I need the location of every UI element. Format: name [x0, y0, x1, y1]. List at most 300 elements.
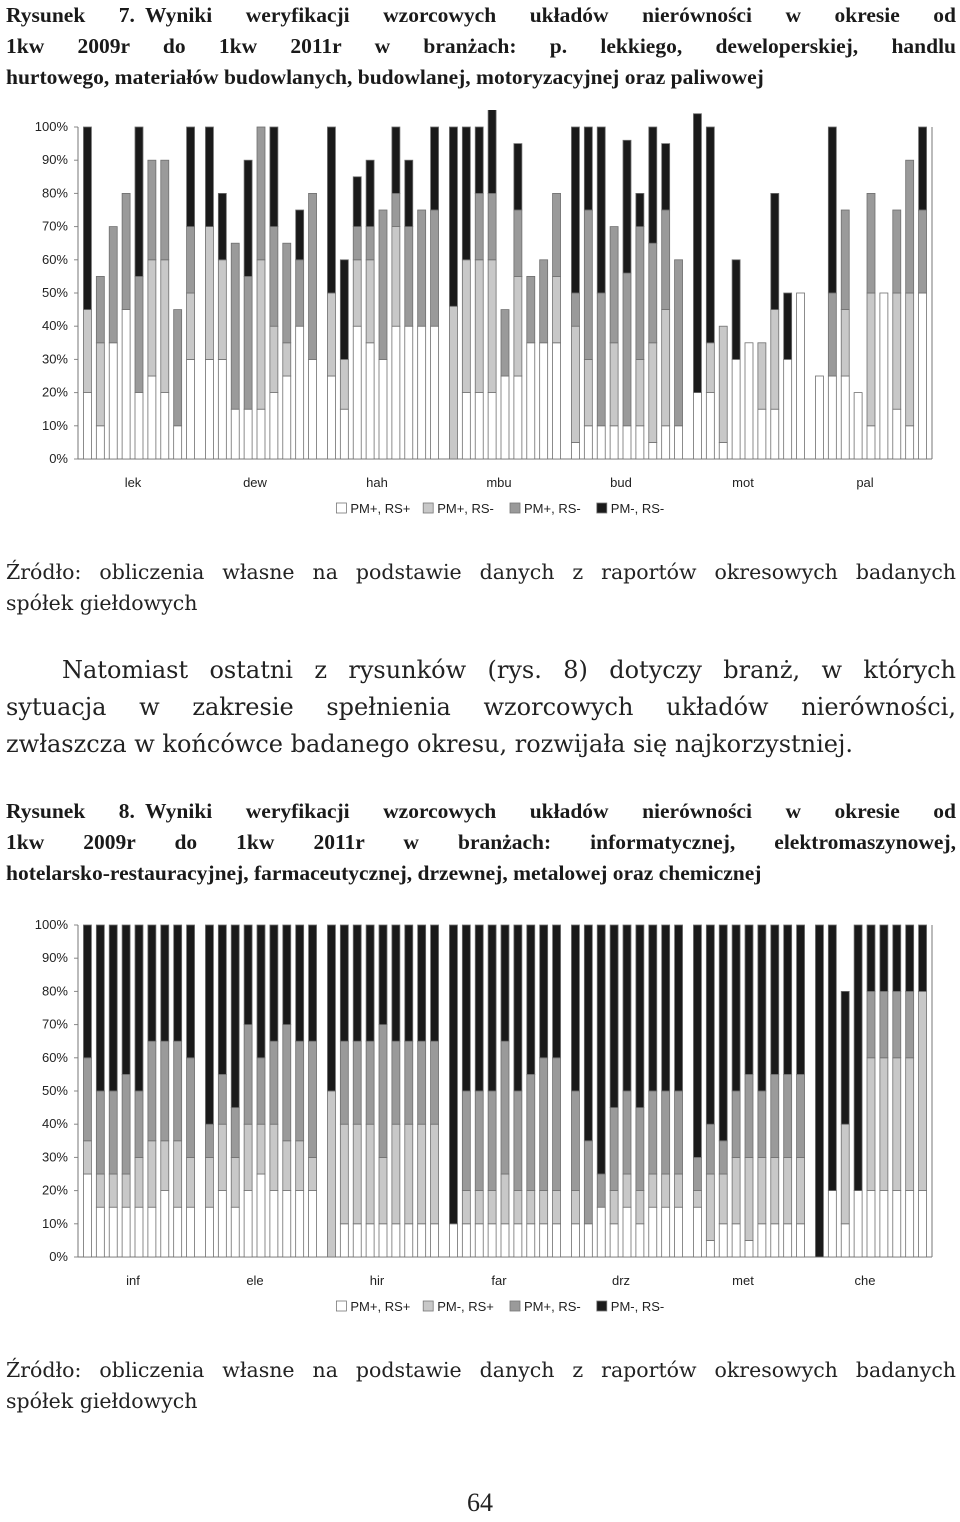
bar-segment-1-5-s2	[270, 227, 278, 327]
bar-segment-6-8-s2	[919, 210, 927, 293]
bar-segment-0-1-s2	[96, 276, 104, 342]
bar-segment-4-3-s1	[610, 1191, 618, 1224]
bar-segment-5-5-s2	[758, 1091, 766, 1157]
bar-segment-5-8-s0	[797, 293, 805, 459]
bar-segment-4-3-s2	[610, 1108, 618, 1191]
bar-segment-1-3-s0	[244, 1191, 252, 1257]
bar-segment-2-5-s1	[392, 227, 400, 327]
bar-segment-4-7-s0	[662, 426, 670, 459]
y-tick-label: 30%	[41, 1149, 68, 1165]
bar-segment-4-3-s0	[610, 426, 618, 459]
bar-segment-2-6-s2	[405, 1041, 413, 1124]
x-category-label: lek	[124, 475, 142, 490]
bar-segment-4-0-s2	[571, 293, 579, 326]
bar-segment-3-1-s2	[462, 1091, 470, 1191]
bar-segment-4-5-s0	[636, 426, 644, 459]
legend-swatch	[336, 1301, 346, 1311]
bar-segment-3-5-s1	[514, 276, 522, 376]
bar-segment-4-8-s0	[675, 1207, 683, 1257]
bar-segment-0-2-s0	[109, 1207, 117, 1257]
bar-segment-4-0-s0	[571, 1224, 579, 1257]
bar-segment-6-7-s1	[906, 293, 914, 426]
bar-segment-0-7-s1	[174, 1141, 182, 1207]
bar-segment-3-2-s2	[475, 193, 483, 259]
bar-segment-2-5-s1	[392, 1124, 400, 1224]
legend-label: PM+, RS+	[350, 501, 411, 516]
bar-segment-6-5-s0	[880, 293, 888, 459]
bar-segment-6-8-s3	[919, 127, 927, 210]
bar-segment-2-7-s2	[418, 1041, 426, 1124]
bar-segment-5-8-s2	[797, 1074, 805, 1157]
bar-segment-1-3-s3	[244, 160, 252, 276]
bar-segment-0-5-s2	[148, 160, 156, 260]
bar-segment-3-3-s1	[488, 1191, 496, 1224]
bar-segment-6-7-s2	[906, 160, 914, 293]
bar-segment-5-4-s1	[745, 1157, 753, 1240]
bar-segment-4-3-s1	[610, 343, 618, 426]
bar-segment-6-6-s1	[893, 293, 901, 409]
bar-segment-3-5-s0	[514, 1224, 522, 1257]
bar-segment-0-8-s2	[187, 1058, 195, 1158]
bar-segment-5-7-s1	[784, 1157, 792, 1223]
bar-segment-0-3-s2	[122, 1074, 130, 1174]
bar-segment-5-1-s0	[706, 1240, 714, 1257]
bar-segment-3-0-s3	[449, 127, 457, 306]
bar-segment-2-7-s1	[418, 1124, 426, 1224]
bar-segment-6-1-s3	[828, 925, 836, 1191]
bar-segment-0-2-s0	[109, 343, 117, 459]
bar-segment-5-3-s3	[732, 260, 740, 360]
page-number: 64	[467, 1488, 493, 1517]
bar-segment-3-2-s1	[475, 260, 483, 393]
bar-segment-2-1-s1	[340, 1124, 348, 1224]
bar-segment-5-3-s0	[732, 1224, 740, 1257]
bar-segment-2-4-s0	[379, 359, 387, 459]
bar-segment-6-5-s3	[880, 925, 888, 991]
bar-segment-3-7-s0	[540, 1224, 548, 1257]
bar-segment-3-1-s1	[462, 1191, 470, 1224]
bar-segment-4-4-s0	[623, 426, 631, 459]
bar-segment-3-3-s3	[488, 925, 496, 1091]
bar-segment-0-5-s1	[148, 1141, 156, 1207]
bar-segment-6-4-s2	[867, 991, 875, 1057]
bar-segment-3-5-s3	[514, 144, 522, 210]
bar-segment-5-2-s2	[719, 1141, 727, 1174]
bar-segment-6-6-s1	[893, 1058, 901, 1191]
bar-segment-0-1-s0	[96, 1207, 104, 1257]
bar-segment-1-1-s0	[218, 359, 226, 459]
bar-segment-4-2-s0	[597, 1207, 605, 1257]
y-tick-label: 70%	[41, 218, 68, 234]
bar-segment-0-8-s1	[187, 293, 195, 359]
bar-segment-1-7-s3	[296, 210, 304, 260]
legend-swatch	[336, 503, 346, 513]
bar-segment-4-3-s2	[610, 227, 618, 343]
bar-segment-5-1-s1	[706, 343, 714, 393]
bar-segment-5-3-s2	[732, 1091, 740, 1157]
bar-segment-5-0-s3	[693, 925, 701, 1157]
bar-segment-2-8-s2	[431, 210, 439, 326]
bar-segment-1-7-s1	[296, 1141, 304, 1191]
bar-segment-3-0-s3	[449, 925, 457, 1224]
bar-segment-2-6-s1	[405, 1124, 413, 1224]
bar-segment-2-3-s3	[366, 925, 374, 1041]
bar-segment-4-4-s1	[623, 1174, 631, 1207]
bar-segment-1-8-s0	[309, 1191, 317, 1257]
bar-segment-2-3-s1	[366, 1124, 374, 1224]
bar-segment-5-7-s2	[784, 1074, 792, 1157]
bar-segment-1-0-s3	[205, 925, 213, 1124]
bar-segment-6-7-s0	[906, 426, 914, 459]
bar-segment-0-7-s3	[174, 925, 182, 1041]
bar-segment-2-3-s0	[366, 343, 374, 459]
bar-segment-4-0-s3	[571, 127, 579, 293]
bar-segment-2-1-s3	[340, 925, 348, 1041]
bar-segment-0-1-s1	[96, 1174, 104, 1207]
bar-segment-3-2-s0	[475, 1224, 483, 1257]
bar-segment-5-6-s1	[771, 310, 779, 410]
bar-segment-1-8-s1	[309, 1157, 317, 1190]
bar-segment-4-3-s0	[610, 1224, 618, 1257]
legend-swatch	[423, 503, 433, 513]
bar-segment-4-7-s2	[662, 1091, 670, 1174]
bar-segment-0-5-s3	[148, 925, 156, 1041]
bar-segment-3-6-s3	[527, 925, 535, 1074]
y-tick-label: 60%	[41, 1049, 68, 1065]
bar-segment-1-0-s0	[205, 1207, 213, 1257]
bar-segment-6-1-s2	[828, 293, 836, 376]
bar-segment-1-4-s3	[257, 925, 265, 1058]
bar-segment-4-0-s2	[571, 1091, 579, 1191]
bar-segment-2-4-s0	[379, 1224, 387, 1257]
bar-segment-4-2-s2	[597, 1174, 605, 1207]
legend-label: PM+, RS+	[350, 1299, 411, 1314]
bar-segment-2-0-s0	[327, 376, 335, 459]
bar-segment-2-2-s1	[353, 1124, 361, 1224]
bar-segment-2-6-s3	[405, 925, 413, 1041]
y-tick-label: 10%	[41, 417, 68, 433]
bar-segment-1-6-s3	[283, 925, 291, 1025]
bar-segment-1-6-s2	[283, 1025, 291, 1141]
figure7-source-line2: spółek giełdowych	[6, 591, 198, 615]
y-tick-label: 0%	[49, 451, 68, 466]
bar-segment-1-6-s1	[283, 343, 291, 376]
bar-segment-2-1-s0	[340, 1224, 348, 1257]
bar-segment-0-8-s3	[187, 127, 195, 227]
bar-segment-1-1-s3	[218, 193, 226, 259]
legend-swatch	[423, 1301, 433, 1311]
bar-segment-4-8-s1	[675, 1174, 683, 1207]
figure8-caption-line3: hotelarsko-restauracyjnej, farmaceutycznej, drzewnej, metalowej oraz chemicznej	[6, 861, 762, 885]
bar-segment-2-4-s3	[379, 925, 387, 1025]
bar-segment-1-5-s0	[270, 393, 278, 459]
y-tick-label: 90%	[41, 152, 68, 168]
bar-segment-0-8-s0	[187, 359, 195, 459]
figure7-label: Rysunek 7.	[6, 3, 135, 27]
bar-segment-0-8-s1	[187, 1157, 195, 1207]
y-tick-label: 100%	[34, 917, 68, 932]
bar-segment-4-5-s0	[636, 1224, 644, 1257]
y-tick-label: 100%	[34, 119, 68, 134]
bar-segment-5-5-s0	[758, 409, 766, 459]
bar-segment-3-0-s0	[449, 1224, 457, 1257]
bar-segment-6-4-s0	[867, 1191, 875, 1257]
figure8-label: Rysunek 8.	[6, 799, 135, 823]
legend-swatch	[597, 503, 607, 513]
y-tick-label: 0%	[49, 1249, 68, 1264]
bar-segment-3-1-s0	[462, 1224, 470, 1257]
bar-segment-1-0-s2	[205, 1124, 213, 1157]
bar-segment-6-1-s3	[828, 127, 836, 293]
bar-segment-0-2-s2	[109, 227, 117, 343]
bar-segment-5-4-s2	[745, 1074, 753, 1157]
bar-segment-2-6-s0	[405, 326, 413, 459]
bar-segment-2-2-s0	[353, 1224, 361, 1257]
bar-segment-0-5-s2	[148, 1041, 156, 1141]
bar-segment-0-6-s0	[161, 393, 169, 459]
bar-segment-6-2-s1	[841, 1124, 849, 1224]
y-tick-label: 30%	[41, 351, 68, 367]
bar-segment-5-5-s1	[758, 1157, 766, 1223]
bar-segment-1-6-s0	[283, 1191, 291, 1257]
bar-segment-4-7-s1	[662, 310, 670, 426]
bar-segment-1-5-s3	[270, 127, 278, 227]
bar-segment-5-6-s0	[771, 409, 779, 459]
bar-segment-1-2-s1	[231, 1157, 239, 1207]
bar-segment-2-8-s0	[431, 1224, 439, 1257]
bar-segment-0-0-s1	[83, 310, 91, 393]
bar-segment-6-3-s0	[854, 393, 862, 459]
bar-segment-4-8-s2	[675, 260, 683, 426]
bar-segment-3-7-s1	[540, 1191, 548, 1224]
x-category-label: pal	[856, 475, 874, 490]
bar-segment-3-5-s3	[514, 925, 522, 1091]
bar-segment-5-0-s3	[693, 114, 701, 393]
legend-label: PM+, RS-	[437, 501, 494, 516]
y-tick-label: 40%	[41, 318, 68, 334]
bar-segment-4-5-s3	[636, 193, 644, 226]
bar-segment-5-2-s0	[719, 442, 727, 459]
x-category-label: bud	[610, 475, 632, 490]
bar-segment-2-5-s2	[392, 193, 400, 226]
bar-segment-1-7-s2	[296, 1041, 304, 1141]
figure7-caption-line2: 1kw 2009r do 1kw 2011r w branżach: p. lekkiego, deweloperskiej, handlu	[6, 34, 956, 58]
bar-segment-5-7-s0	[784, 1224, 792, 1257]
bar-segment-2-8-s3	[431, 127, 439, 210]
bar-segment-4-6-s0	[649, 442, 657, 459]
bar-segment-5-4-s0	[745, 343, 753, 459]
bar-segment-1-7-s0	[296, 1191, 304, 1257]
bar-segment-3-3-s3	[488, 110, 496, 193]
bar-segment-3-2-s3	[475, 925, 483, 1091]
bar-segment-2-1-s2	[340, 1041, 348, 1124]
bar-segment-5-8-s0	[797, 1224, 805, 1257]
bar-segment-3-6-s1	[527, 1191, 535, 1224]
bar-segment-5-0-s0	[693, 1207, 701, 1257]
bar-segment-4-6-s0	[649, 1207, 657, 1257]
y-tick-label: 90%	[41, 950, 68, 966]
bar-segment-0-0-s0	[83, 393, 91, 459]
bar-segment-4-7-s2	[662, 210, 670, 310]
bar-segment-6-7-s1	[906, 1058, 914, 1191]
bar-segment-0-8-s3	[187, 925, 195, 1058]
bar-segment-4-8-s3	[675, 925, 683, 1091]
bar-segment-2-6-s3	[405, 160, 413, 226]
bar-segment-3-6-s0	[527, 343, 535, 459]
x-category-label: hir	[369, 1273, 385, 1288]
bar-segment-6-5-s0	[880, 1191, 888, 1257]
figure7-caption-line3: hurtowego, materiałów budowlanych, budowlanej, motoryzacyjnej oraz paliwowej	[6, 65, 764, 89]
bar-segment-4-6-s1	[649, 343, 657, 443]
bar-segment-3-1-s1	[462, 260, 470, 393]
bar-segment-3-7-s0	[540, 343, 548, 459]
figure7-caption-line1: Wyniki weryfikacji wzorcowych układów nierówności w okresie od	[144, 3, 956, 27]
bar-segment-0-6-s3	[161, 925, 169, 1041]
bar-segment-1-5-s2	[270, 1041, 278, 1124]
bar-segment-1-3-s2	[244, 276, 252, 409]
bar-segment-0-7-s2	[174, 1041, 182, 1141]
bar-segment-0-6-s2	[161, 160, 169, 260]
bar-segment-0-1-s3	[96, 925, 104, 1091]
bar-segment-4-4-s2	[623, 273, 631, 426]
bar-segment-3-4-s2	[501, 310, 509, 376]
bar-segment-4-5-s1	[636, 1191, 644, 1224]
bar-segment-3-8-s0	[553, 343, 561, 459]
bar-segment-0-7-s2	[174, 310, 182, 426]
figure8-caption-line1: Wyniki weryfikacji wzorcowych układów nierówności w okresie od	[144, 799, 956, 823]
legend-label: PM+, RS-	[524, 1299, 581, 1314]
bar-segment-1-2-s2	[231, 243, 239, 409]
bar-segment-5-6-s2	[771, 1074, 779, 1157]
x-category-label: hah	[366, 475, 388, 490]
bar-segment-6-5-s1	[880, 1058, 888, 1191]
bar-segment-0-8-s2	[187, 227, 195, 293]
bar-segment-3-5-s1	[514, 1191, 522, 1224]
bar-segment-3-4-s0	[501, 376, 509, 459]
bar-segment-4-2-s2	[597, 293, 605, 426]
bar-segment-0-0-s3	[83, 127, 91, 310]
x-category-label: met	[732, 1273, 754, 1288]
x-category-label: mot	[732, 475, 754, 490]
y-tick-label: 10%	[41, 1215, 68, 1231]
bar-segment-5-6-s3	[771, 925, 779, 1074]
bar-segment-4-6-s3	[649, 127, 657, 243]
bar-segment-5-7-s3	[784, 925, 792, 1074]
bar-segment-0-4-s1	[135, 1157, 143, 1207]
bar-segment-3-5-s0	[514, 376, 522, 459]
bar-segment-0-2-s1	[109, 1174, 117, 1207]
bar-segment-1-3-s0	[244, 409, 252, 459]
bar-segment-1-5-s3	[270, 925, 278, 1041]
bar-segment-1-0-s1	[205, 1157, 213, 1207]
bar-segment-1-6-s2	[283, 243, 291, 343]
bar-segment-5-2-s0	[719, 1224, 727, 1257]
bar-segment-3-6-s2	[527, 276, 535, 342]
bar-segment-5-3-s0	[732, 359, 740, 459]
bar-segment-2-3-s2	[366, 1041, 374, 1124]
figure8-chart	[0, 908, 960, 1338]
bar-segment-6-1-s0	[828, 1191, 836, 1257]
figure7-caption	[6, 0, 956, 93]
y-tick-label: 80%	[41, 185, 68, 201]
bar-segment-3-1-s3	[462, 925, 470, 1091]
bar-segment-6-6-s0	[893, 1191, 901, 1257]
bar-segment-2-3-s2	[366, 227, 374, 260]
bar-segment-4-8-s0	[675, 426, 683, 459]
bar-segment-4-6-s3	[649, 925, 657, 1091]
body-paragraph	[6, 652, 956, 763]
bar-segment-4-6-s1	[649, 1174, 657, 1207]
bar-segment-2-5-s3	[392, 127, 400, 193]
bar-segment-5-5-s0	[758, 1224, 766, 1257]
bar-segment-3-8-s1	[553, 1191, 561, 1224]
legend-label: PM-, RS-	[610, 501, 665, 516]
bar-segment-2-1-s0	[340, 409, 348, 459]
bar-segment-1-6-s1	[283, 1141, 291, 1191]
bar-segment-2-4-s2	[379, 1025, 387, 1158]
bar-segment-6-2-s1	[841, 310, 849, 376]
bar-segment-5-7-s3	[784, 293, 792, 359]
bar-segment-3-8-s1	[553, 276, 561, 342]
bar-segment-1-0-s3	[205, 127, 213, 227]
bar-segment-5-0-s2	[693, 1157, 701, 1190]
x-category-label: far	[491, 1273, 507, 1288]
bar-segment-2-8-s2	[431, 1041, 439, 1124]
bar-segment-1-7-s0	[296, 326, 304, 459]
bar-segment-3-8-s0	[553, 1224, 561, 1257]
bar-segment-1-1-s1	[218, 260, 226, 360]
bar-segment-1-1-s2	[218, 1074, 226, 1124]
bar-segment-0-3-s3	[122, 925, 130, 1074]
bar-segment-1-6-s0	[283, 376, 291, 459]
bar-segment-2-5-s2	[392, 1041, 400, 1124]
bar-segment-4-5-s2	[636, 1108, 644, 1191]
bar-segment-0-5-s0	[148, 376, 156, 459]
bar-segment-0-3-s2	[122, 193, 130, 309]
x-category-label: inf	[126, 1273, 140, 1288]
bar-segment-6-5-s2	[880, 991, 888, 1057]
bar-segment-1-4-s1	[257, 1124, 265, 1174]
bar-segment-5-1-s1	[706, 1174, 714, 1240]
bar-segment-2-2-s2	[353, 227, 361, 260]
bar-segment-0-3-s1	[122, 1174, 130, 1207]
bar-segment-5-4-s0	[745, 1240, 753, 1257]
bar-segment-1-1-s1	[218, 1124, 226, 1190]
bar-segment-2-5-s3	[392, 925, 400, 1041]
bar-segment-6-8-s1	[919, 991, 927, 1190]
bar-segment-0-4-s0	[135, 393, 143, 459]
bar-segment-1-3-s3	[244, 925, 252, 1025]
bar-segment-3-7-s2	[540, 1058, 548, 1191]
bar-segment-3-0-s1	[449, 306, 457, 459]
bar-segment-3-5-s2	[514, 1091, 522, 1191]
bar-segment-2-4-s1	[379, 1157, 387, 1223]
bar-segment-0-6-s1	[161, 260, 169, 393]
bar-segment-0-1-s0	[96, 426, 104, 459]
bar-segment-1-4-s0	[257, 409, 265, 459]
bar-segment-1-8-s2	[309, 193, 317, 359]
bar-segment-4-8-s2	[675, 1091, 683, 1174]
bar-segment-1-3-s2	[244, 1025, 252, 1125]
bar-segment-3-5-s2	[514, 210, 522, 276]
paragraph-line3: zwłaszcza w końcówce badanego okresu, rozwijała się najkorzystniej.	[6, 730, 854, 758]
bar-segment-0-7-s0	[174, 426, 182, 459]
bar-segment-6-3-s0	[854, 1191, 862, 1257]
bar-segment-1-7-s2	[296, 260, 304, 326]
bar-segment-0-2-s2	[109, 1091, 117, 1174]
bar-segment-0-0-s1	[83, 1141, 91, 1174]
bar-segment-2-2-s3	[353, 925, 361, 1041]
